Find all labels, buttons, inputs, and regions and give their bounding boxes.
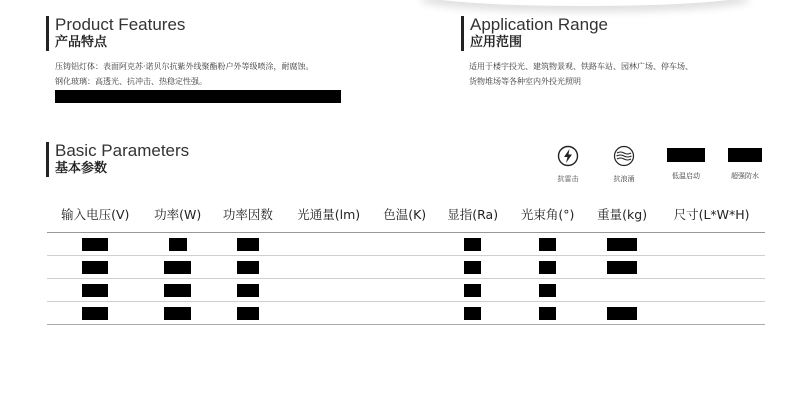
product-features-line: 钢化玻璃：高透光、抗冲击、热稳定性强。 <box>55 77 207 86</box>
application-range-line: 货物堆场等各种室内外投光照明 <box>469 77 581 86</box>
product-features-title-en: Product Features <box>55 15 186 34</box>
basic-parameters-title-en: Basic Parameters <box>55 141 190 160</box>
redacted-cell <box>237 284 259 297</box>
redacted-cell <box>237 238 259 251</box>
redacted-cell <box>82 307 108 320</box>
redacted-cell <box>164 307 191 320</box>
header-luminous-flux: 光通量(lm) <box>284 196 373 232</box>
redacted-cell <box>539 307 556 320</box>
feature-label: 抗浪涌 <box>613 175 635 183</box>
redacted-cell <box>539 284 556 297</box>
table-row <box>47 301 765 324</box>
redacted-block <box>55 90 341 103</box>
redacted-cell <box>464 238 481 251</box>
feature-label: 抗雷击 <box>557 175 579 183</box>
redacted-cell <box>164 284 191 297</box>
redacted-cell <box>82 238 108 251</box>
redacted-cell <box>464 284 481 297</box>
product-features-text <box>55 59 314 89</box>
header-power-factor: 功率因数 <box>212 196 284 232</box>
redacted-cell <box>169 238 187 251</box>
application-range-line: 适用于楼宇投光、建筑物景观、铁路车站、园林广场、停车场、 <box>469 62 693 71</box>
redacted-cell <box>464 261 481 274</box>
application-range-title-en: Application Range <box>470 15 608 34</box>
header-size: 尺寸(L*W*H) <box>658 196 765 232</box>
wave-icon <box>613 152 635 171</box>
table-header-row <box>47 196 765 232</box>
feature-surge <box>604 145 644 184</box>
feature-low-temp <box>666 145 706 181</box>
basic-parameters-title-cn: 基本参数 <box>55 161 108 176</box>
redacted-icon <box>667 148 705 162</box>
redacted-cell <box>539 261 556 274</box>
header-voltage: 输入电压(V) <box>47 196 144 232</box>
redacted-cell <box>237 261 259 274</box>
redacted-icon <box>728 148 762 162</box>
feature-label: 超强防水 <box>731 172 759 180</box>
feature-waterproof <box>725 145 765 181</box>
redacted-cell <box>164 261 191 274</box>
feature-label: 低温启动 <box>672 172 700 180</box>
application-range-heading <box>461 16 608 51</box>
feature-lightning <box>548 145 588 184</box>
header-color-temp: 色温(K) <box>373 196 436 232</box>
header-beam-angle: 光束角(°) <box>509 196 586 232</box>
header-power: 功率(W) <box>144 196 212 232</box>
redacted-cell <box>607 238 637 251</box>
table-row <box>47 255 765 278</box>
header-cri: 显指(Ra) <box>436 196 509 232</box>
redacted-cell <box>82 261 108 274</box>
redacted-cell <box>607 261 637 274</box>
application-range-title-cn: 应用范围 <box>470 35 523 50</box>
redacted-cell <box>237 307 259 320</box>
redacted-cell <box>607 307 637 320</box>
parameters-table <box>47 196 765 325</box>
header-weight: 重量(kg) <box>586 196 658 232</box>
table-row <box>47 232 765 255</box>
application-range-text <box>469 59 693 89</box>
product-features-line: 压铸铝灯体：表面阿克苏·诺贝尔抗紫外线聚酯粉户外等级喷涂，耐腐蚀。 <box>55 62 314 71</box>
redacted-cell <box>539 238 556 251</box>
redacted-cell <box>82 284 108 297</box>
product-features-heading <box>46 16 185 51</box>
decorative-arc <box>420 0 750 6</box>
table-row <box>47 278 765 301</box>
basic-parameters-heading <box>46 142 189 177</box>
product-features-title-cn: 产品特点 <box>55 35 108 50</box>
redacted-cell <box>464 307 481 320</box>
lightning-icon <box>557 152 579 171</box>
